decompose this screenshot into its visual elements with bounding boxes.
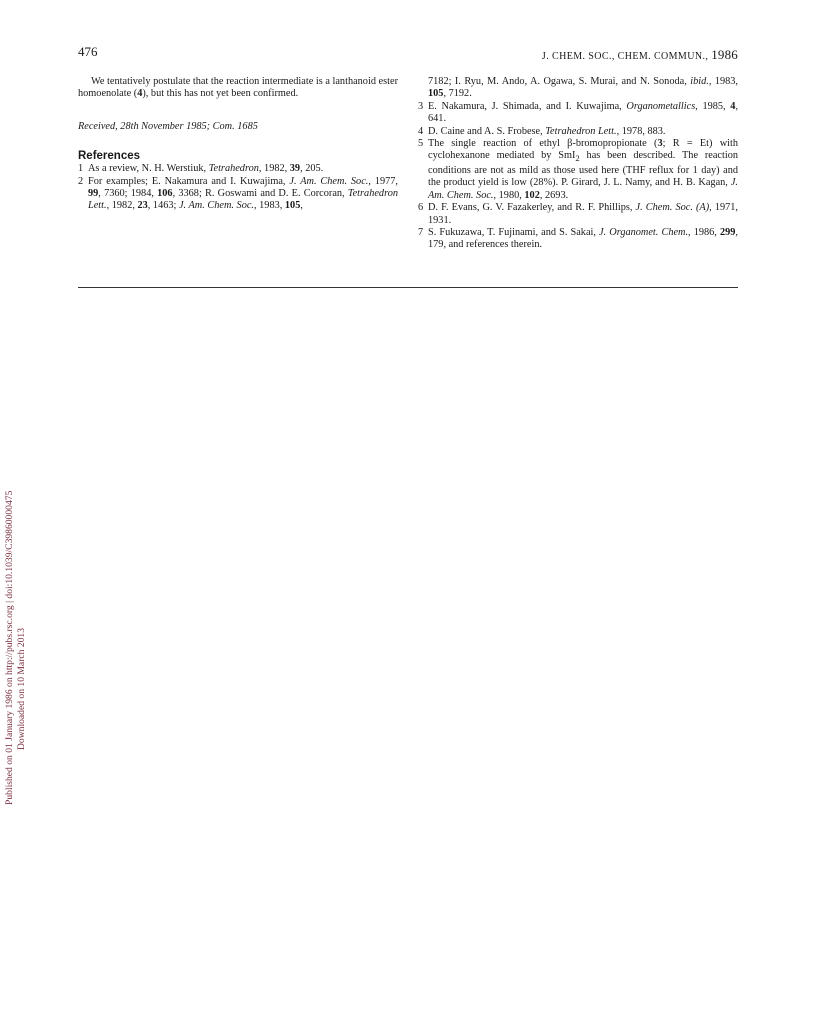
reference-4: 4 D. Caine and A. S. Frobese, Tetrahedron Lett., 1978, 883. xyxy=(418,125,666,137)
download-sidebar xyxy=(0,200,30,805)
body-paragraph: We tentatively postulate that the reaction intermediate is a lanthanoid ester homoenolate (4), but this has not yet been confirmed. xyxy=(78,76,398,100)
reference-7: 7 S. Fukuzawa, T. Fujinami, and S. Sakai, J. Organomet. Chem., 1986, 299, 179, and references therein. xyxy=(418,226,738,251)
reference-5: 5 The single reaction of ethyl β-bromopropionate (3; R = Et) with cyclohexanone mediated by SmI$_2$ has been described. The reaction conditions are not as mild as those used here (THF reflux for 1 day) and the product yield is low (28%). P. Girard, J. L. Namy, and H. B. Kagan, J. Am. Chem. Soc., 1980, 102, 2693. xyxy=(418,138,739,201)
reference-2-continued: 7182; I. Ryu, M. Ando, A. Ogawa, S. Murai, and N. Sonoda, ibid., 1983, 105, 7192. xyxy=(428,76,738,100)
references-heading: References xyxy=(78,150,141,163)
right-column xyxy=(418,76,738,252)
journal-year: 1986 xyxy=(711,47,738,62)
reference-1: 1 As a review, N. H. Werstiuk, Tetrahedron, 1982, 39, 205. xyxy=(78,163,324,175)
reference-6: 6 D. F. Evans, G. V. Fazakerley, and R. F. Phillips, J. Chem. Soc. (A), 1971, 1931. xyxy=(418,202,738,226)
left-column xyxy=(78,76,398,213)
reference-2: 2 For examples; E. Nakamura and I. Kuwajima, J. Am. Chem. Soc., 1977, 99, 7360; 1984, 106, 3368; R. Goswami and D. E. Corcoran, Tetrahedron Lett., 1982, 23, 1463; J. Am. Chem. Soc., 1983, 105, xyxy=(78,175,398,212)
bottom-rule xyxy=(78,287,738,288)
journal-header xyxy=(542,47,738,63)
sidebar-published-line: Published on 01 January 1986 on http://pubs.rsc.org | doi:10.1039/C39860000475 xyxy=(4,490,15,805)
journal-name: J. CHEM. SOC., CHEM. COMMUN., xyxy=(541,51,709,62)
received-line: Received, 28th November 1985; Com. 1685 xyxy=(78,120,258,132)
page-number: 476 xyxy=(78,44,98,59)
sidebar-downloaded-line: Downloaded on 10 March 2013 xyxy=(16,627,27,750)
reference-3: 3 E. Nakamura, J. Shimada, and I. Kuwajima, Organometallics, 1985, 4, 641. xyxy=(418,100,739,125)
